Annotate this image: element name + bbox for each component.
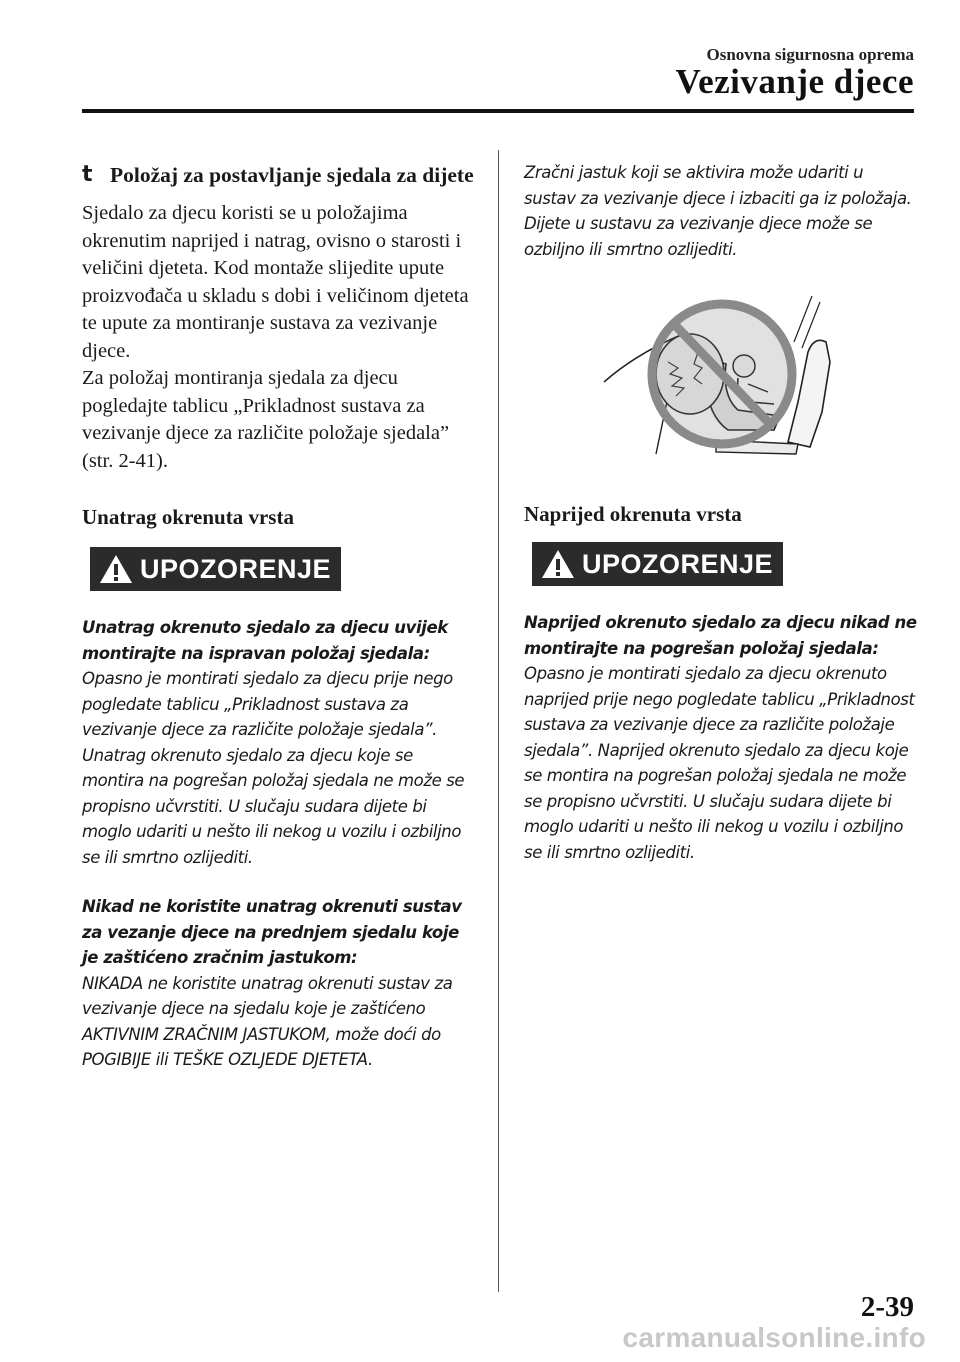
bullet-mark: t [82, 162, 93, 187]
forward-facing-heading: Naprijed okrenuta vrsta [524, 502, 742, 526]
warning-block-1 [82, 615, 474, 870]
right-lower [524, 500, 919, 865]
page-number: 2-39 [860, 1291, 914, 1323]
column-divider [498, 150, 499, 1292]
header-rule [82, 109, 914, 113]
warning-continuation: Zračni jastuk koji se aktivira može udariti u sustav za vezivanje djece i izbaciti ga iz položaja. Dijete u sustavu za vezivanje djece može se ozbiljno ili smrtno ozlijediti. [524, 163, 912, 259]
reference-paragraph: Za položaj montiranja sjedala za djecu pogledajte tablicu „Prikladnost sustava za vezivanje djece za različite položaje sjedala” (str. 2-41). [82, 367, 450, 472]
warning-2-body: NIKADA ne koristite unatrag okrenuti sustav za vezivanje djece na sjedalu koje je zaštićeno AKTIVNIM ZRAČNIM JASTUKOM, može doći do POGIBIJE ili TEŠKE OZLJEDE DJETETA. [82, 973, 453, 1069]
warning-triangle-icon [98, 553, 134, 585]
prohibited-airbag-illustration [598, 292, 844, 456]
section-heading [82, 160, 474, 190]
warning-3-body: Opasno je montirati sjedalo za djecu okrenuto naprijed prije nego pogledate tablicu „Prikladnost sustava za vezivanje djece za različite položaje sjedala”. Naprijed okrenuto sjedalo za djecu koje se montira na pogrešan položaj sjedala ne može se propisno učvrstiti. U slučaju sudara dijete bi moglo udariti u nešto ili nekog u vozilu i ozbiljno se ili smrtno ozlijediti. [524, 664, 915, 862]
warning-label: UPOZORENJE [582, 548, 774, 579]
page-title: Vezivanje djece [675, 62, 914, 101]
warning-1-title: Unatrag okrenuto sjedalo za djecu uvijek montirajte na ispravan položaj sjedala: [82, 618, 448, 663]
section-title: Položaj za postavljanje sjedala za dijete [110, 163, 474, 187]
right-column [524, 160, 919, 262]
warning-block-3 [524, 610, 919, 865]
warning-1-body: Opasno je montirati sjedalo za djecu prije nego pogledate tablicu „Prikladnost sustava za vezivanje djece za različite položaje sjedala”. Unatrag okrenuto sjedalo za djecu koje se montira na pogrešan položaj sjedala ne može se propisno učvrstiti. U slučaju sudara dijete bi moglo udariti u nešto ili nekog u vozilu i ozbiljno se ili smrtno ozlijediti. [82, 669, 465, 867]
rear-facing-heading: Unatrag okrenuta vrsta [82, 505, 294, 529]
warning-block-2 [82, 894, 474, 1073]
warning-3-title: Naprijed okrenuto sjedalo za djecu nikad ne montirajte na pogrešan položaj sjedala: [524, 613, 917, 658]
header-section: Osnovna sigurnosna oprema [706, 45, 914, 64]
warning-2-title: Nikad ne koristite unatrag okrenuti sustav za vezanje djece na prednjem sjedalu koje je zaštićeno zračnim jastukom: [82, 897, 462, 967]
warning-badge [90, 547, 341, 591]
warning-label: UPOZORENJE [140, 553, 332, 584]
warning-badge-right [532, 542, 783, 586]
intro-paragraph: Sjedalo za djecu koristi se u položajima okrenutim naprijed i natrag, ovisno o starosti i veličini djeteta. Kod montaže slijedite upute proizvođača u skladu s dobi i veličinom djeteta te upute za montiranje sustava za vezivanje djece. [82, 202, 469, 362]
warning-triangle-icon [540, 548, 576, 580]
watermark: carmanualsonline.info [622, 1322, 926, 1353]
left-column [82, 160, 474, 1073]
